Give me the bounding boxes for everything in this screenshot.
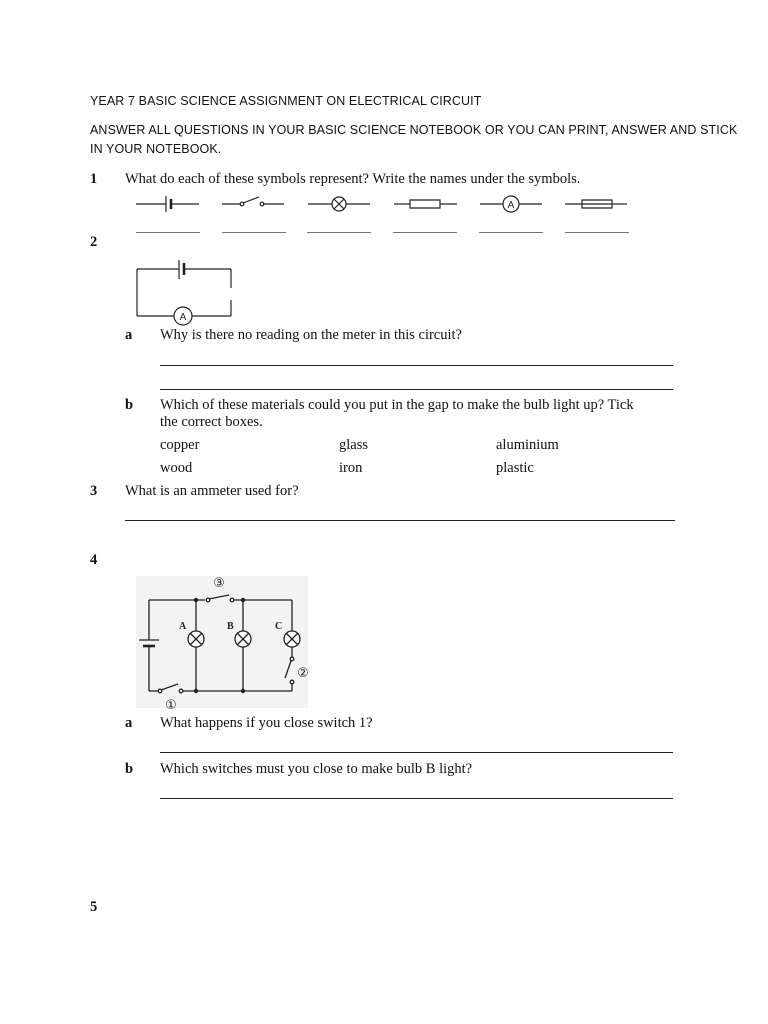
switch-3-label: ③ (213, 576, 225, 591)
page-title: YEAR 7 BASIC SCIENCE ASSIGNMENT ON ELECTRICAL CIRCUIT (90, 94, 482, 108)
material-option-copper[interactable]: copper (160, 437, 200, 453)
question-4-number: 4 (90, 552, 98, 568)
question-2b-text-line-1: Which of these materials could you put in the gap to make the bulb light up? Tick (160, 397, 634, 413)
question-2a-label: a (125, 327, 133, 343)
bulb-a-label: A (179, 621, 187, 632)
question-2-number: 2 (90, 234, 98, 250)
question-4b-label: b (125, 761, 134, 777)
material-option-glass[interactable]: glass (339, 437, 368, 453)
q2-ammeter-letter: A (179, 312, 187, 323)
material-option-plastic[interactable]: plastic (496, 460, 534, 476)
instructions-line-2: IN YOUR NOTEBOOK. (90, 142, 222, 156)
material-option-iron[interactable]: iron (339, 460, 363, 476)
question-5-number: 5 (90, 899, 98, 915)
question-4a-text: What happens if you close switch 1? (160, 715, 373, 731)
question-3-text: What is an ammeter used for? (125, 483, 299, 499)
instructions-line-1: ANSWER ALL QUESTIONS IN YOUR BASIC SCIENCE NOTEBOOK OR YOU CAN PRINT, ANSWER AND STICK (90, 123, 738, 137)
question-1-number: 1 (90, 171, 98, 187)
bulb-b-label: B (227, 621, 234, 632)
answer-line-4a[interactable] (160, 752, 673, 753)
bulb-c-label: C (275, 621, 283, 632)
question-4b-text: Which switches must you close to make bulb B light? (160, 761, 473, 777)
material-option-wood[interactable]: wood (160, 460, 193, 476)
question-1-text: What do each of these symbols represent? Write the names under the symbols. (125, 171, 581, 187)
switch-1-label: ① (165, 698, 177, 713)
ammeter-letter: A (507, 200, 515, 211)
answer-line-4b[interactable] (160, 798, 673, 799)
question-2b-label: b (125, 397, 134, 413)
material-option-aluminium[interactable]: aluminium (496, 437, 559, 453)
switch-2-label: ② (297, 666, 309, 681)
question-2b-text-line-2: the correct boxes. (160, 414, 263, 430)
question-4a-label: a (125, 715, 133, 731)
question-3-number: 3 (90, 483, 98, 499)
question-2a-text: Why is there no reading on the meter in this circuit? (160, 327, 462, 343)
